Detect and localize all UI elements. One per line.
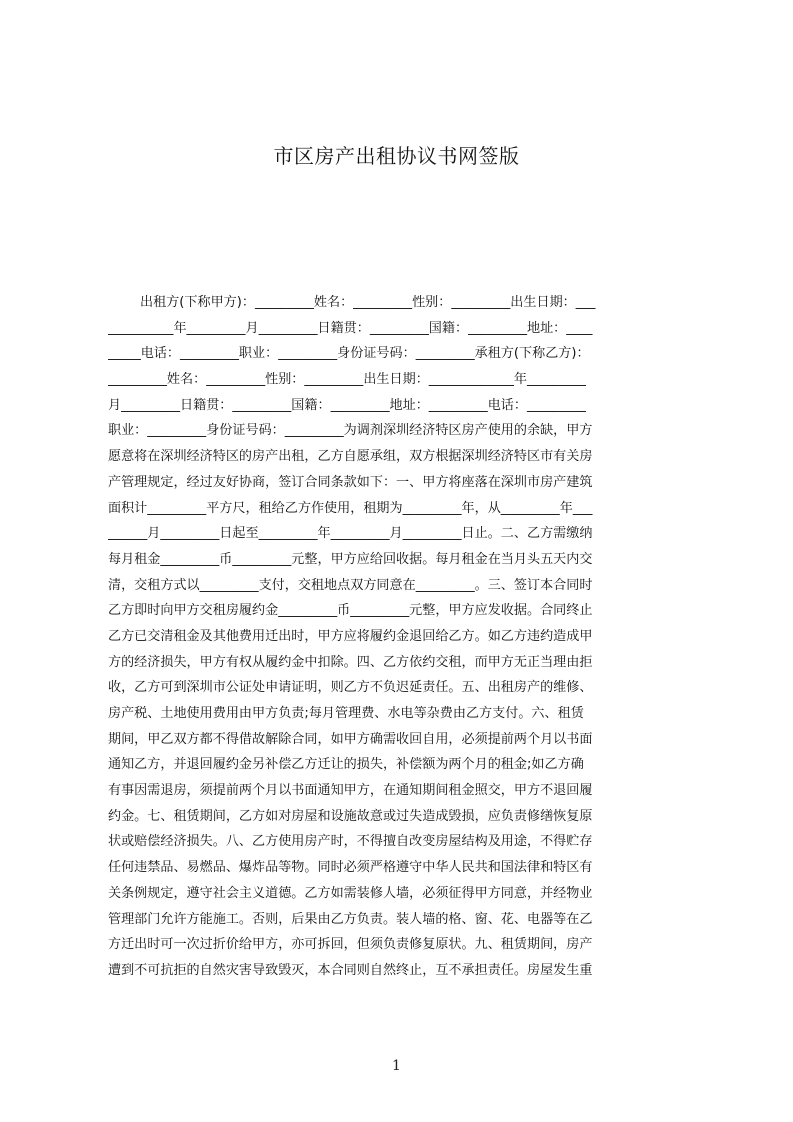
body-line: 清，交租方式以_________支付，交租地点双方同意在_________。三、签订本合同时 bbox=[108, 577, 593, 593]
body-line: __________年_________月_________日籍贯：_________国籍：_________地址：____ bbox=[108, 320, 593, 336]
body-line: 产管理规定，经过友好协商，签订合同条款如下：一、甲方将座落在深圳市房产建筑 bbox=[108, 474, 593, 490]
body-line: 每月租金_________币_________元整，甲方应给回收据。每月租金在当月头五天内交 bbox=[108, 551, 593, 567]
body-line: 约金。七、租赁期间，乙方如对房屋和设施故意或过失造成毁损，应负责修缮恢复原 bbox=[108, 808, 593, 824]
body-line: 乙方即时向甲方交租房履约金_________币_________元整，甲方应发收据。合同终止 bbox=[108, 603, 593, 619]
body-line: 遭到不可抗拒的自然灾害导致毁灭，本合同则自然终止，互不承担责任。房屋发生重 bbox=[108, 962, 593, 978]
body-line: 任何违禁品、易燃品、爆炸品等物。同时必须严格遵守中华人民共和国法律和特区有 bbox=[108, 860, 593, 876]
body-line: 愿意将在深圳经济特区的房产出租，乙方自愿承组，双方根据深圳经济特区市有关房 bbox=[108, 449, 593, 465]
body-line: 乙方已交清租金及其他费用迁出时，甲方应将履约金退回给乙方。如乙方违约造成甲 bbox=[108, 628, 593, 644]
page-number: 1 bbox=[392, 1058, 401, 1074]
body-line: 关条例规定，遵守社会主义道德。乙方如需装修人墙，必须征得甲方同意，并经物业 bbox=[108, 885, 593, 901]
body-line: 月_________日籍贯：_________国籍：_________地址：_________电话：_________ bbox=[108, 397, 586, 413]
body-line: 方的经济损失，甲方有权从履约金中扣除。四、乙方依约交租，而甲方无正当理由拒 bbox=[108, 654, 593, 670]
body-line: 管理部门允许方能施工。否则，后果由乙方负责。装人墙的格、窗、花、电器等在乙 bbox=[108, 911, 593, 927]
body-line: 方迁出时可一次过折价给甲方，亦可拆回，但须负责修复原状。九、租赁期间，房产 bbox=[108, 937, 593, 953]
body-line: 有事因需退房，须提前两个月以书面通知甲方，在通知期间租金照交，甲方不退回履 bbox=[108, 783, 593, 799]
body-text bbox=[108, 290, 700, 984]
body-line: _____电话：_________职业：_________身份证号码：_________承租方(下称乙方)： bbox=[108, 346, 590, 362]
body-line: 通知乙方，并退回履约金另补偿乙方迁让的损失，补偿额为两个月的租金;如乙方确 bbox=[108, 757, 584, 773]
body-line: 职业：_________身份证号码：_________为调剂深圳经济特区房产使用的余缺，甲方 bbox=[108, 423, 593, 439]
body-line: 期间，甲乙双方都不得借故解除合同，如甲方确需收回自用，必须提前两个月以书面 bbox=[108, 731, 593, 747]
document-title: 市区房产出租协议书网签版 bbox=[273, 144, 520, 168]
body-line: 面积计_________平方尺，租给乙方作使用，租期为_________年，从_________年___ bbox=[108, 500, 593, 516]
body-line: 出租方(下称甲方)：_________姓名：_________性别：_________出生日期：___ bbox=[140, 295, 596, 310]
body-line: ______月_________日起至_________年_________月_________日止。二、乙方需缴纳 bbox=[108, 526, 593, 542]
body-line: 房产税、土地使用费用由甲方负责;每月管理费、水电等杂费由乙方支付。六、租赁 bbox=[108, 706, 584, 721]
body-line: 收，乙方可到深圳市公证处申请证明，则乙方不负迟延责任。五、出租房产的维修、 bbox=[108, 680, 593, 696]
body-line: _________姓名：_________性别：_________出生日期：_____________年_________ bbox=[108, 372, 586, 388]
body-line: 状或赔偿经济损失。八、乙方使用房产时，不得擅自改变房屋结构及用途，不得贮存 bbox=[108, 834, 593, 850]
